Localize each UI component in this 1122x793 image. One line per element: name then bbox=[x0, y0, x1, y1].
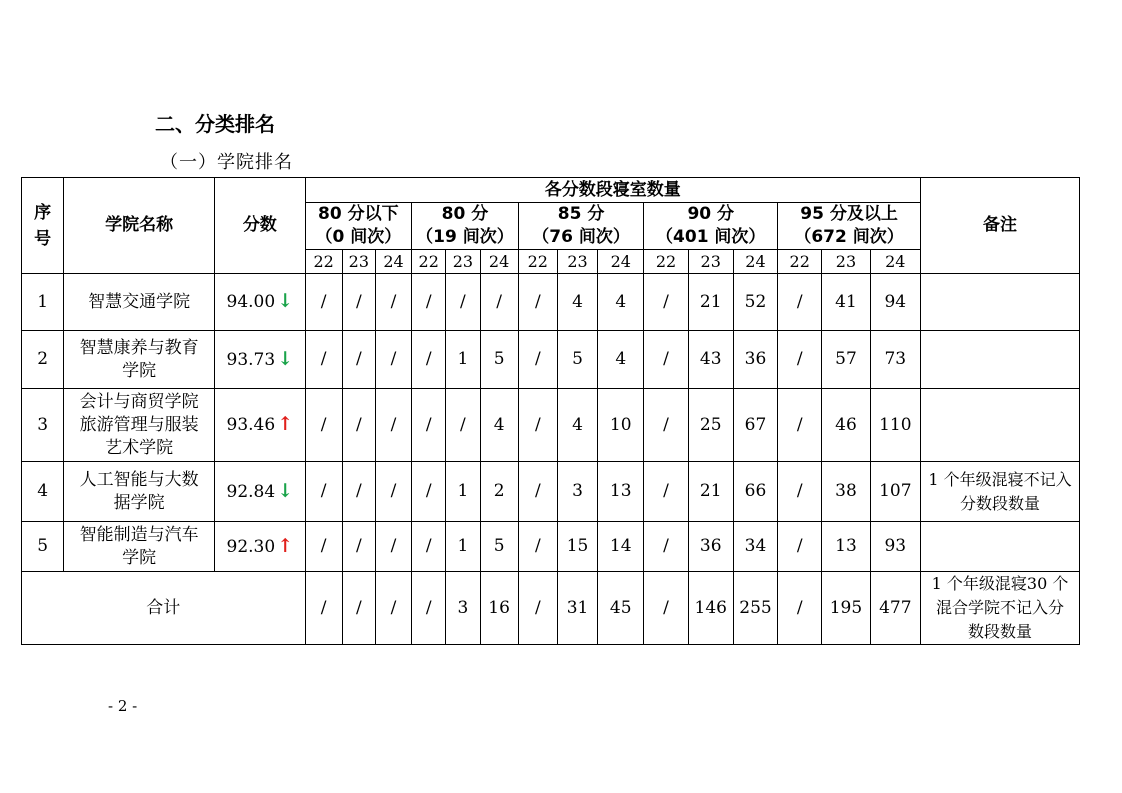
count-cell: 43 bbox=[688, 331, 733, 389]
band-title: 80 分以下 bbox=[318, 204, 399, 224]
count-cell: 41 bbox=[822, 274, 870, 331]
score-cell bbox=[215, 522, 306, 572]
college-name-cell bbox=[64, 462, 215, 522]
college-name: 智慧康养与教育学院 bbox=[79, 337, 199, 381]
count-cell: / bbox=[412, 462, 446, 522]
band-count: （19 间次） bbox=[416, 227, 514, 247]
note-cell bbox=[920, 389, 1079, 462]
count-cell: / bbox=[644, 462, 688, 522]
college-name-cell bbox=[64, 522, 215, 572]
count-cell: / bbox=[342, 331, 375, 389]
count-cell: 94 bbox=[870, 274, 920, 331]
band-header bbox=[778, 203, 921, 250]
note-text: 1 个年级混寝不记入分数段数量 bbox=[928, 469, 1072, 513]
band-title: 85 分 bbox=[557, 204, 605, 224]
count-cell: 38 bbox=[822, 462, 870, 522]
count-cell: / bbox=[644, 274, 688, 331]
total-count-cell: 16 bbox=[480, 572, 518, 645]
score-value: 93.73 bbox=[226, 349, 276, 370]
score-cell bbox=[215, 462, 306, 522]
count-cell: / bbox=[446, 274, 480, 331]
count-cell: 2 bbox=[480, 462, 518, 522]
table-row bbox=[22, 462, 1080, 522]
header-score-band-group: 各分数段寝室数量 bbox=[305, 178, 920, 203]
section-heading: 二、分类排名 bbox=[155, 112, 275, 136]
year-cell: 24 bbox=[870, 250, 920, 274]
trend-down-arrow-icon: ↓ bbox=[277, 290, 294, 312]
count-cell: / bbox=[412, 522, 446, 572]
score-value: 92.30 bbox=[226, 536, 276, 557]
year-cell: 24 bbox=[733, 250, 777, 274]
score-value: 92.84 bbox=[226, 481, 276, 502]
band-title: 95 分及以上 bbox=[800, 204, 898, 224]
count-cell: 21 bbox=[688, 274, 733, 331]
year-cell: 23 bbox=[822, 250, 870, 274]
total-count-cell: / bbox=[375, 572, 411, 645]
year-cell: 22 bbox=[412, 250, 446, 274]
total-row bbox=[22, 572, 1080, 645]
year-cell: 23 bbox=[557, 250, 597, 274]
count-cell: / bbox=[518, 389, 557, 462]
seq-cell: 1 bbox=[22, 274, 64, 331]
count-cell: 13 bbox=[822, 522, 870, 572]
count-cell: / bbox=[342, 274, 375, 331]
count-cell: / bbox=[778, 522, 822, 572]
total-count-cell: 45 bbox=[598, 572, 644, 645]
count-cell: 25 bbox=[688, 389, 733, 462]
year-cell: 23 bbox=[342, 250, 375, 274]
count-cell: 36 bbox=[688, 522, 733, 572]
college-name: 会计与商贸学院旅游管理与服装艺术学院 bbox=[79, 391, 199, 458]
count-cell: 66 bbox=[733, 462, 777, 522]
count-cell: 34 bbox=[733, 522, 777, 572]
year-cell: 23 bbox=[446, 250, 480, 274]
count-cell: 57 bbox=[822, 331, 870, 389]
count-cell: / bbox=[412, 331, 446, 389]
score-cell bbox=[215, 274, 306, 331]
count-cell: / bbox=[375, 331, 411, 389]
count-cell: / bbox=[644, 331, 688, 389]
count-cell: / bbox=[518, 274, 557, 331]
count-cell: 73 bbox=[870, 331, 920, 389]
count-cell: / bbox=[342, 389, 375, 462]
count-cell: 1 bbox=[446, 331, 480, 389]
seq-cell: 4 bbox=[22, 462, 64, 522]
count-cell: / bbox=[412, 274, 446, 331]
count-cell: 1 bbox=[446, 462, 480, 522]
count-cell: / bbox=[412, 389, 446, 462]
total-note-cell bbox=[920, 572, 1079, 645]
count-cell: 5 bbox=[480, 331, 518, 389]
header-seq: 序号 bbox=[22, 178, 64, 274]
count-cell: / bbox=[375, 522, 411, 572]
band-header bbox=[518, 203, 644, 250]
count-cell: 4 bbox=[557, 274, 597, 331]
total-count-cell: / bbox=[778, 572, 822, 645]
college-name: 智能制造与汽车学院 bbox=[79, 524, 199, 568]
page-number: - 2 - bbox=[108, 697, 138, 715]
year-cell: 22 bbox=[305, 250, 342, 274]
count-cell: / bbox=[778, 462, 822, 522]
count-cell: 36 bbox=[733, 331, 777, 389]
count-cell: 4 bbox=[598, 274, 644, 331]
table-row bbox=[22, 331, 1080, 389]
count-cell: / bbox=[342, 522, 375, 572]
score-value: 93.46 bbox=[226, 415, 276, 435]
college-ranking-table bbox=[21, 177, 1080, 645]
band-title: 90 分 bbox=[687, 204, 735, 224]
score-value: 94.00 bbox=[226, 292, 276, 312]
total-count-cell: / bbox=[305, 572, 342, 645]
count-cell: / bbox=[644, 522, 688, 572]
count-cell: / bbox=[446, 389, 480, 462]
band-header bbox=[305, 203, 412, 250]
college-name-cell bbox=[64, 389, 215, 462]
seq-cell: 2 bbox=[22, 331, 64, 389]
trend-up-arrow-icon: ↑ bbox=[277, 413, 294, 435]
year-cell: 24 bbox=[598, 250, 644, 274]
count-cell: 10 bbox=[598, 389, 644, 462]
header-college: 学院名称 bbox=[64, 178, 215, 274]
count-cell: / bbox=[305, 274, 342, 331]
count-cell: 21 bbox=[688, 462, 733, 522]
year-cell: 24 bbox=[480, 250, 518, 274]
count-cell: 52 bbox=[733, 274, 777, 331]
note-cell bbox=[920, 462, 1079, 522]
college-name-cell bbox=[64, 274, 215, 331]
count-cell: 15 bbox=[557, 522, 597, 572]
header-note: 备注 bbox=[920, 178, 1079, 274]
total-count-cell: 146 bbox=[688, 572, 733, 645]
count-cell: / bbox=[375, 462, 411, 522]
table-row bbox=[22, 522, 1080, 572]
college-name-cell bbox=[64, 331, 215, 389]
score-cell bbox=[215, 331, 306, 389]
total-count-cell: / bbox=[342, 572, 375, 645]
table-body bbox=[22, 178, 1080, 645]
count-cell: / bbox=[342, 462, 375, 522]
total-count-cell: / bbox=[412, 572, 446, 645]
count-cell: / bbox=[778, 274, 822, 331]
count-cell: / bbox=[778, 331, 822, 389]
count-cell: 4 bbox=[480, 389, 518, 462]
band-count: （0 间次） bbox=[315, 227, 402, 247]
band-count: （76 间次） bbox=[532, 227, 630, 247]
count-cell: 14 bbox=[598, 522, 644, 572]
count-cell: / bbox=[778, 389, 822, 462]
count-cell: 46 bbox=[822, 389, 870, 462]
seq-cell: 3 bbox=[22, 389, 64, 462]
table-row bbox=[22, 274, 1080, 331]
count-cell: / bbox=[305, 389, 342, 462]
count-cell: / bbox=[305, 462, 342, 522]
count-cell: / bbox=[518, 522, 557, 572]
total-count-cell: / bbox=[518, 572, 557, 645]
college-name: 智慧交通学院 bbox=[88, 291, 191, 312]
count-cell: 5 bbox=[557, 331, 597, 389]
count-cell: 13 bbox=[598, 462, 644, 522]
count-cell: 107 bbox=[870, 462, 920, 522]
count-cell: 1 bbox=[446, 522, 480, 572]
total-count-cell: 255 bbox=[733, 572, 777, 645]
note-cell bbox=[920, 331, 1079, 389]
score-cell bbox=[215, 389, 306, 462]
count-cell: / bbox=[644, 389, 688, 462]
year-cell: 24 bbox=[375, 250, 411, 274]
count-cell: 4 bbox=[557, 389, 597, 462]
band-count: （401 间次） bbox=[656, 227, 766, 247]
band-header bbox=[644, 203, 778, 250]
count-cell: / bbox=[480, 274, 518, 331]
count-cell: / bbox=[305, 522, 342, 572]
count-cell: 5 bbox=[480, 522, 518, 572]
count-cell: / bbox=[518, 462, 557, 522]
note-cell bbox=[920, 274, 1079, 331]
band-count: （672 间次） bbox=[794, 227, 904, 247]
count-cell: 110 bbox=[870, 389, 920, 462]
total-count-cell: 477 bbox=[870, 572, 920, 645]
year-cell: 22 bbox=[518, 250, 557, 274]
count-cell: / bbox=[375, 274, 411, 331]
count-cell: / bbox=[305, 331, 342, 389]
year-cell: 22 bbox=[644, 250, 688, 274]
count-cell: / bbox=[518, 331, 557, 389]
count-cell: 3 bbox=[557, 462, 597, 522]
trend-up-arrow-icon: ↑ bbox=[277, 534, 294, 557]
count-cell: 93 bbox=[870, 522, 920, 572]
band-title: 80 分 bbox=[441, 204, 489, 224]
band-header bbox=[412, 203, 519, 250]
total-count-cell: 3 bbox=[446, 572, 480, 645]
count-cell: 67 bbox=[733, 389, 777, 462]
subsection-heading: （一）学院排名 bbox=[160, 152, 293, 173]
count-cell: 4 bbox=[598, 331, 644, 389]
header-score: 分数 bbox=[215, 178, 306, 274]
trend-down-arrow-icon: ↓ bbox=[277, 479, 294, 502]
count-cell: / bbox=[375, 389, 411, 462]
total-note-text: 1 个年级混寝30 个混合学院不记入分数段数量 bbox=[931, 574, 1069, 641]
year-cell: 23 bbox=[688, 250, 733, 274]
college-name: 人工智能与大数据学院 bbox=[79, 469, 199, 513]
trend-down-arrow-icon: ↓ bbox=[277, 347, 294, 370]
total-count-cell: 195 bbox=[822, 572, 870, 645]
year-cell: 22 bbox=[778, 250, 822, 274]
total-count-cell: / bbox=[644, 572, 688, 645]
seq-cell: 5 bbox=[22, 522, 64, 572]
table-row bbox=[22, 389, 1080, 462]
total-label: 合计 bbox=[22, 572, 306, 645]
note-cell bbox=[920, 522, 1079, 572]
total-count-cell: 31 bbox=[557, 572, 597, 645]
